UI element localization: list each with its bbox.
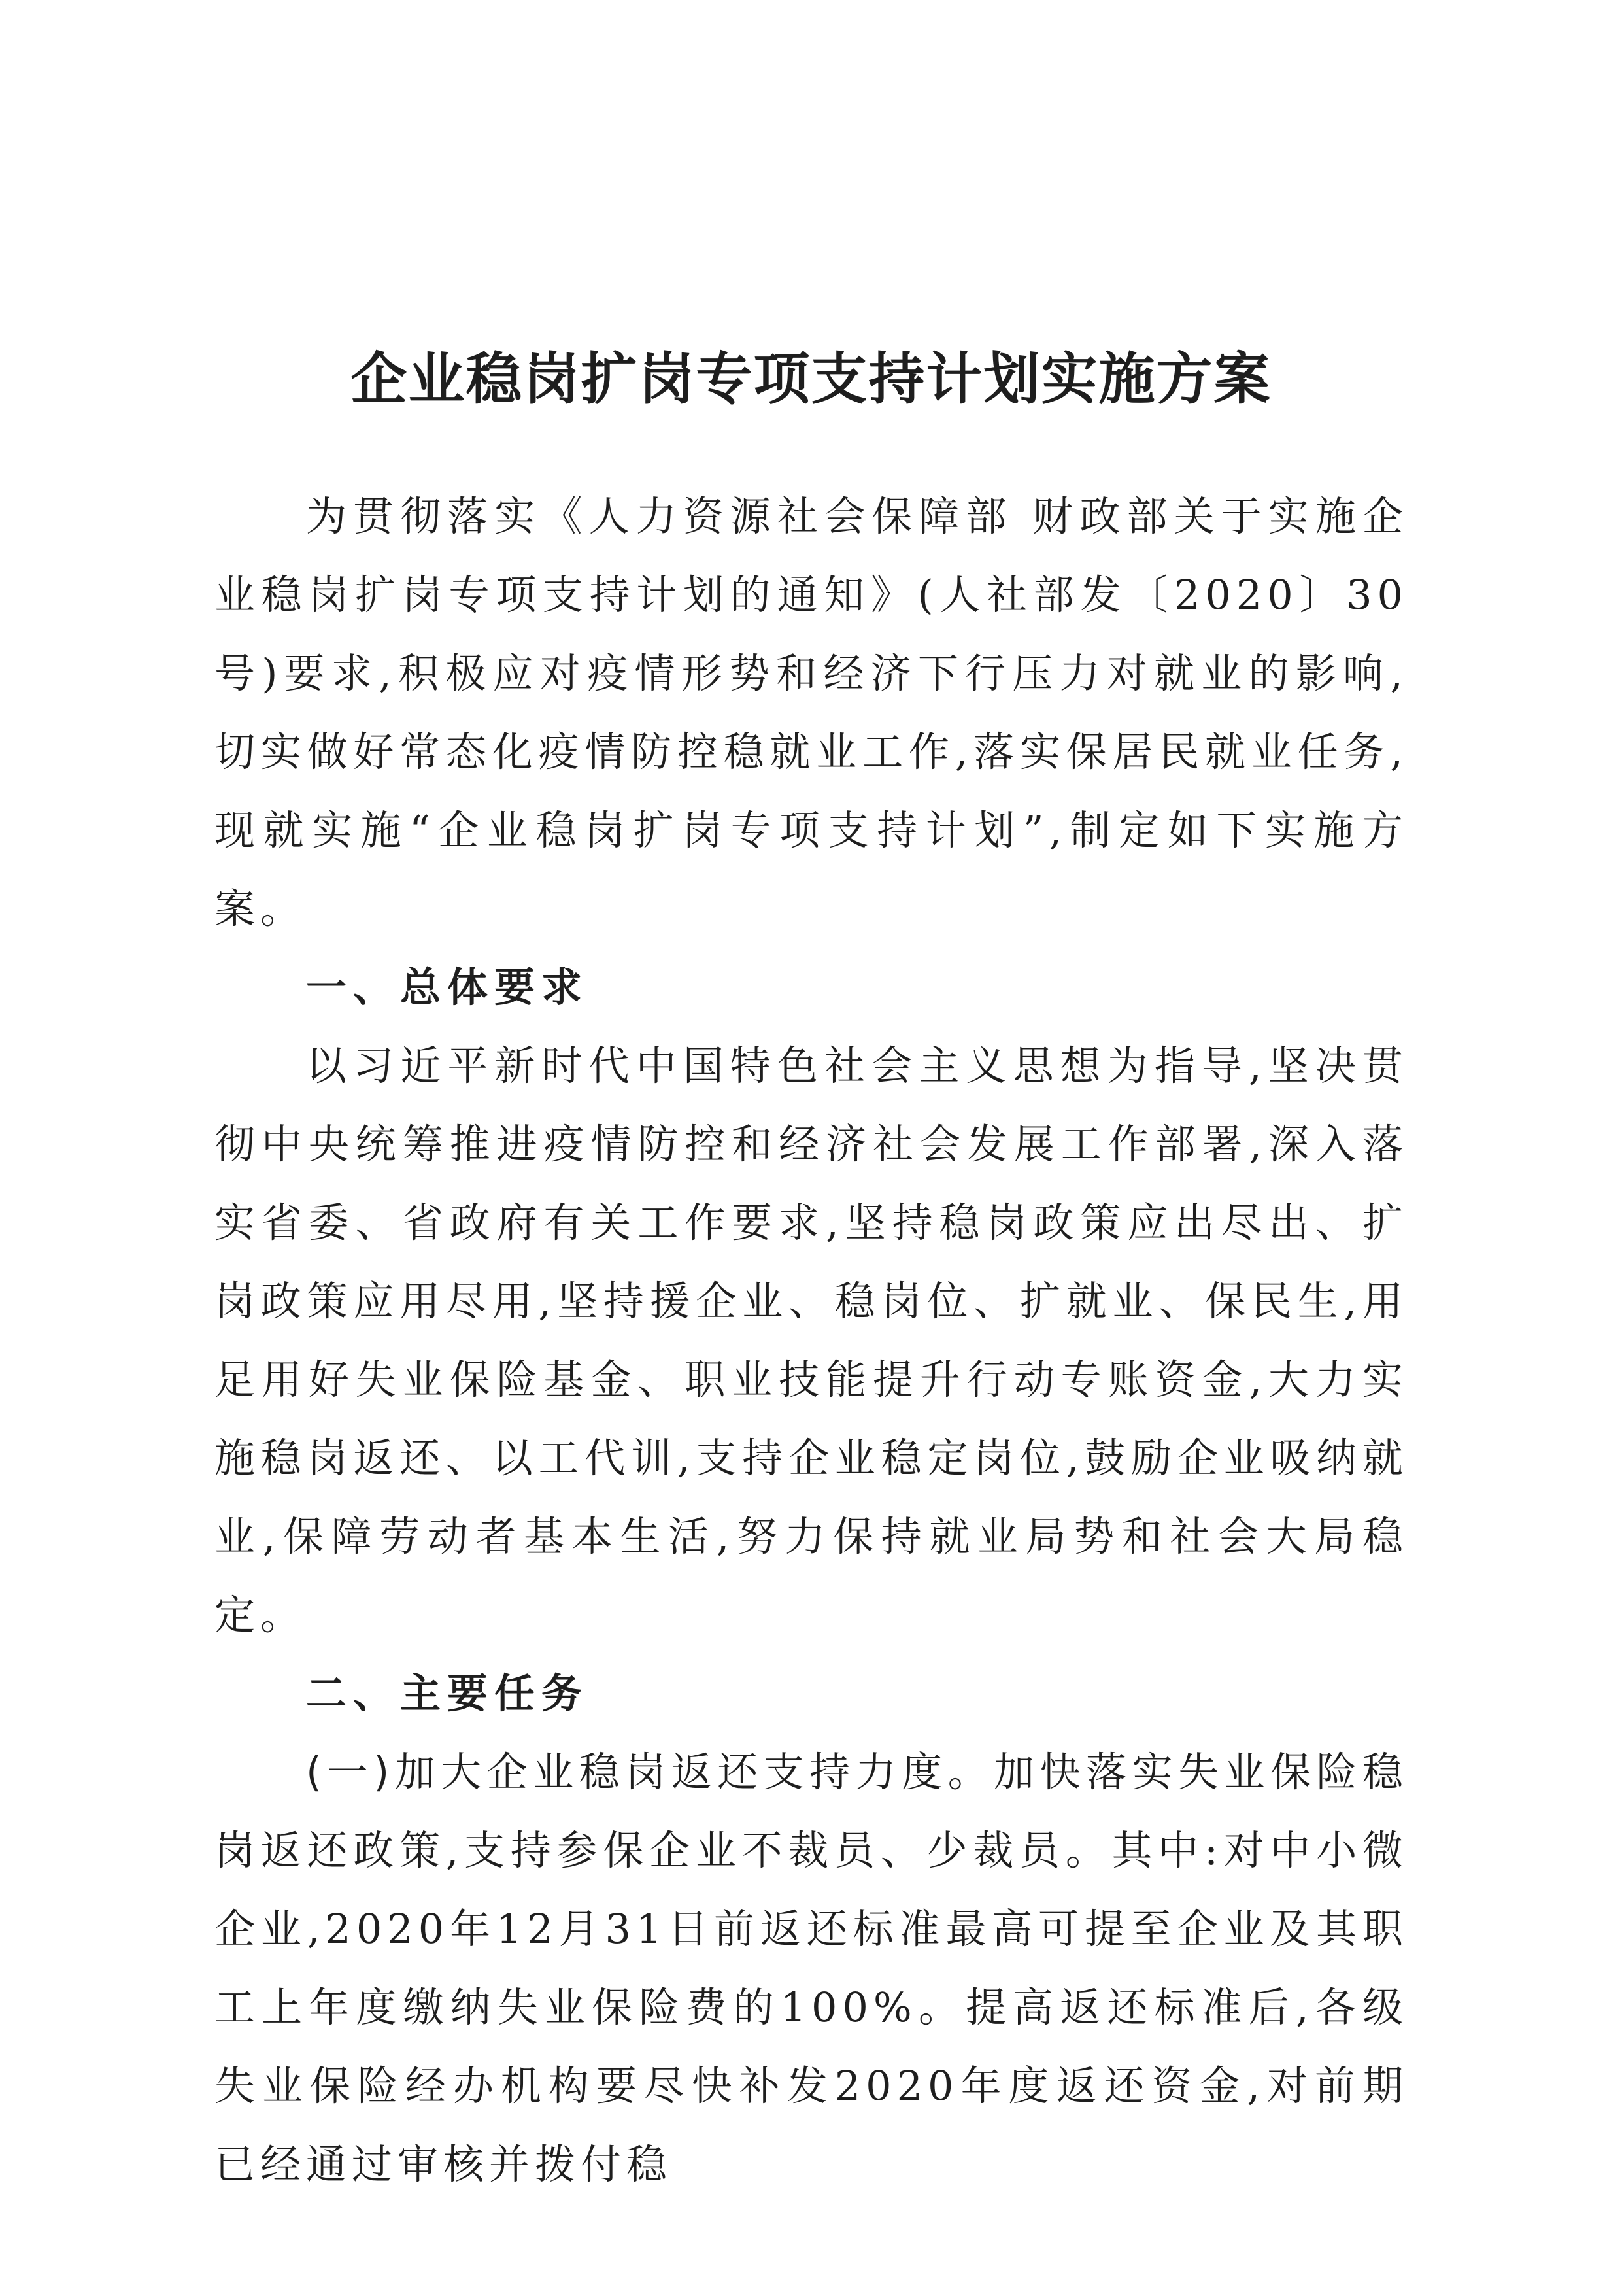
task-1-paragraph xyxy=(214,1733,1408,2204)
section-heading-general-requirements: 一、总体要求 xyxy=(306,963,589,1011)
document-title: 企业稳岗扩岗专项支持计划实施方案 xyxy=(350,347,1272,412)
task-1-lead: (一)加大企业稳岗返还支持力度。 xyxy=(306,1748,994,1796)
section-heading-main-tasks: 二、主要任务 xyxy=(306,1670,589,1717)
intro-paragraph: 为贯彻落实《人力资源社会保障部 财政部关于实施企业稳岗扩岗专项支持计划的通知》(人社部发〔2020〕30号)要求,积极应对疫情形势和经济下行压力对就业的影响,切实做好常态化疫情防控稳就业工作,落实保居民就业任务,现就实施“企业稳岗扩岗专项支持计划”,制定如下实施方案。 xyxy=(214,492,1408,933)
task-1-text: 加快落实失业保险稳岗返还政策,支持参保企业不裁员、少裁员。其中:对中小微企业,2020年12月31日前返还标准最高可提至企业及其职工上年度缴纳失业保险费的100%。提高返还标准后,各级失业保险经办机构要尽快补发2020年度返还资金,对前期已经通过审核并拨付稳 xyxy=(214,1748,1408,2188)
document-body xyxy=(214,477,1408,2204)
general-requirements-paragraph: 以习近平新时代中国特色社会主义思想为指导,坚决贯彻中央统筹推进疫情防控和经济社会发展工作部署,深入落实省委、省政府有关工作要求,坚持稳岗政策应出尽出、扩岗政策应用尽用,坚持援企业、稳岗位、扩就业、保民生,用足用好失业保险基金、职业技能提升行动专账资金,大力实施稳岗返还、以工代训,支持企业稳定岗位,鼓励企业吸纳就业,保障劳动者基本生活,努力保持就业局势和社会大局稳定。 xyxy=(214,1042,1408,1639)
